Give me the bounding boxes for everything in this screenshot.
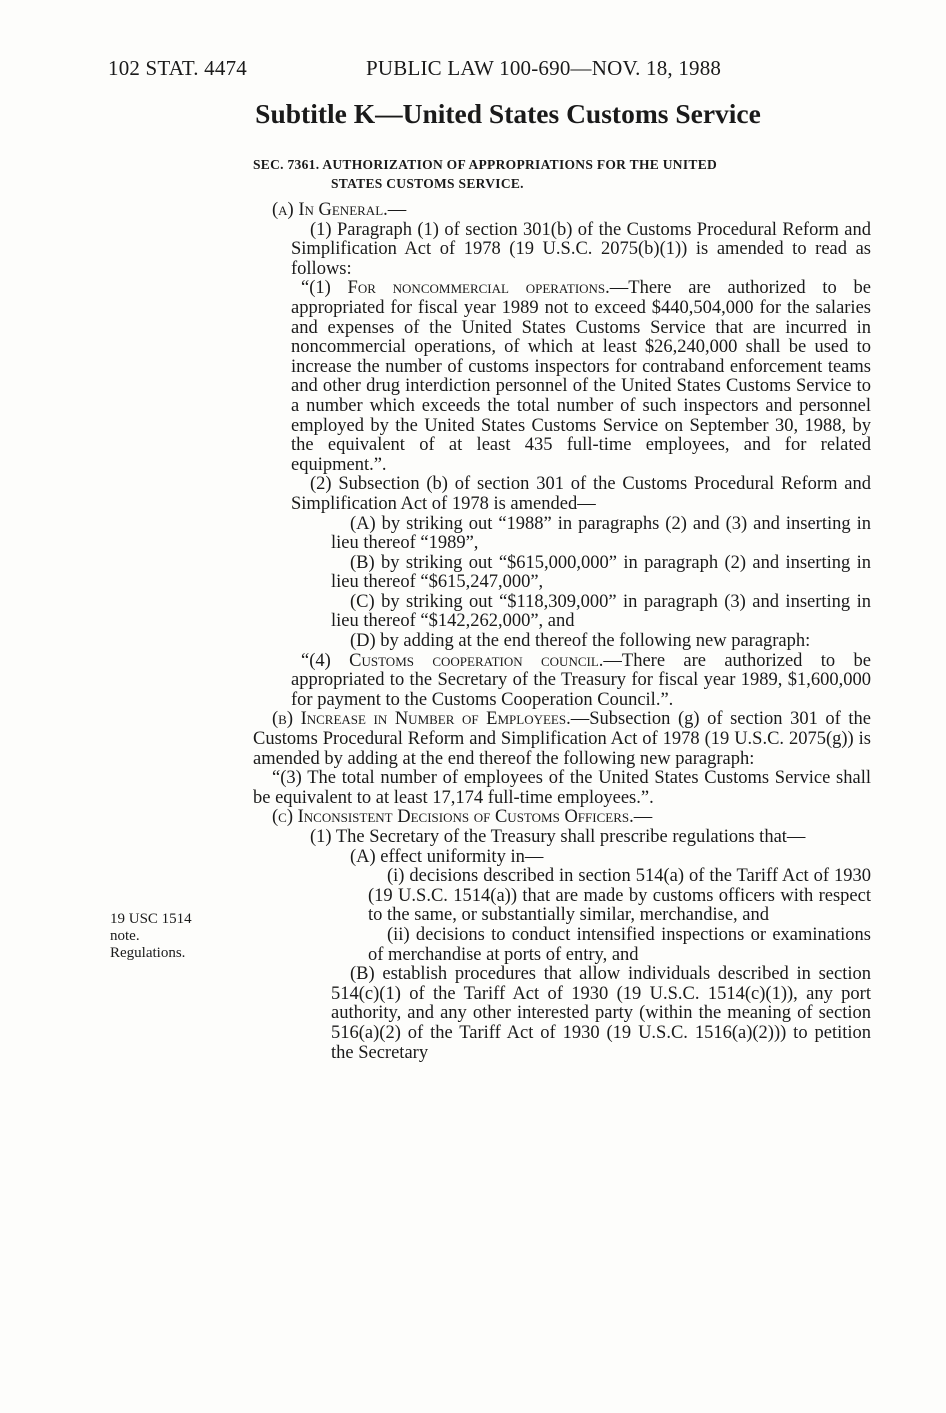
subsection-a-item-B: (B) by striking out “$615,000,000” in paragraph (2) and inserting in lieu thereof “$615,247,000”, — [331, 552, 871, 593]
quoted-paragraph-4-text: There are authorized to be appropriated to the Secretary of the Treasury for fiscal year 1989, $1,600,000 for payment to the Customs Cooperation Council.”. — [291, 650, 871, 710]
subsection-c-item-ii: (ii) decisions to conduct intensified inspections or examinations of merchandise at ports of entry, and — [368, 924, 871, 965]
quoted-paragraph-4-heading: “(4) Customs cooperation council.— — [301, 650, 622, 671]
subsection-b-quote: “(3) The total number of employees of the United States Customs Service shall be equivalent to at least 17,174 full-time employees.”. — [253, 768, 871, 808]
margin-note — [110, 911, 220, 962]
subtitle-heading: Subtitle K—United States Customs Service — [255, 98, 761, 129]
subsection-a-item-A: (A) by striking out “1988” in paragraphs (2) and (3) and inserting in lieu thereof “1989”, — [331, 513, 871, 554]
section-title-line1: AUTHORIZATION OF APPROPRIATIONS FOR THE UNITED — [322, 157, 718, 172]
stat-page-number: 102 STAT. 4474 — [108, 56, 247, 80]
margin-note-note: note. — [110, 928, 140, 944]
subsection-c-para1: (1) The Secretary of the Treasury shall prescribe regulations that— — [310, 827, 806, 847]
subsection-a-item-C: (C) by striking out “$118,309,000” in paragraph (3) and inserting in lieu thereof “$142,262,000”, and — [331, 591, 871, 632]
subsection-a-para1: (1) Paragraph (1) of section 301(b) of the Customs Procedural Reform and Simplification Act of 1978 (19 U.S.C. 2075(b)(1)) is amended to read as follows: — [291, 219, 871, 279]
margin-note-regulations: Regulations. — [110, 945, 186, 961]
quoted-paragraph-1-heading: “(1) For noncommercial operations.— — [301, 278, 629, 299]
subsection-a-para2: (2) Subsection (b) of section 301 of the Customs Procedural Reform and Simplification Act of 1978 is amended— — [291, 474, 871, 514]
section-heading — [253, 155, 871, 193]
subsection-b-text: Subsection (g) of section 301 of the Customs Procedural Reform and Simplification Act of 1978 (19 U.S.C. 2075(g)) is amended by adding at the end thereof the following new paragraph: — [253, 709, 871, 769]
quoted-paragraph-1 — [291, 279, 871, 475]
section-number: SEC. 7361. — [253, 157, 320, 172]
quoted-paragraph-4 — [291, 652, 871, 711]
subsection-c-item-B: (B) establish procedures that allow individuals described in section 514(c)(1) of the Tariff Act of 1930 (19 U.S.C. 1514(c)(1)), any port authority, and any other interested party (within the meaning of section 516(a)(2) of the Tariff Act of 1930 (19 U.S.C. 1516(a)(2))) to petition the Secretary — [331, 964, 871, 1063]
quoted-paragraph-1-text: There are authorized to be appropriated for fiscal year 1989 not to exceed $440,504,000 for the salaries and expenses of the United States Customs Service that are incurred in noncommercial operations, of which at least $26,240,000 shall be used to increase the number of customs inspectors for contraband enforcement teams and other drug interdiction personnel of the United States Customs Service to a number which exceeds the total number of such inspectors and personnel employed by the United States Customs Service on September 30, 1988, by the equivalent of at least 435 full-time employees, and for related equipment.”. — [291, 278, 871, 475]
subsection-a-heading: (a) In General.— — [272, 200, 407, 220]
subsection-c-item-i: (i) decisions described in section 514(a) of the Tariff Act of 1930 (19 U.S.C. 1514(a)) that are made by customs officers with respect to the same, or substantially similar, merchandise, and — [368, 866, 871, 926]
subsection-b — [253, 710, 871, 769]
section-title-line2: STATES CUSTOMS SERVICE. — [331, 176, 524, 191]
section-body — [253, 201, 871, 1063]
subsection-c-item-A: (A) effect uniformity in— — [350, 846, 544, 867]
subsection-b-heading: (b) Increase in Number of Employees.— — [272, 709, 590, 730]
margin-note-citation: 19 USC 1514 — [110, 911, 192, 927]
subsection-a-item-D: (D) by adding at the end thereof the following new paragraph: — [350, 631, 811, 652]
public-law-header: PUBLIC LAW 100-690—NOV. 18, 1988 — [366, 56, 722, 80]
subsection-c-heading: (c) Inconsistent Decisions of Customs Officers.— — [272, 807, 653, 828]
